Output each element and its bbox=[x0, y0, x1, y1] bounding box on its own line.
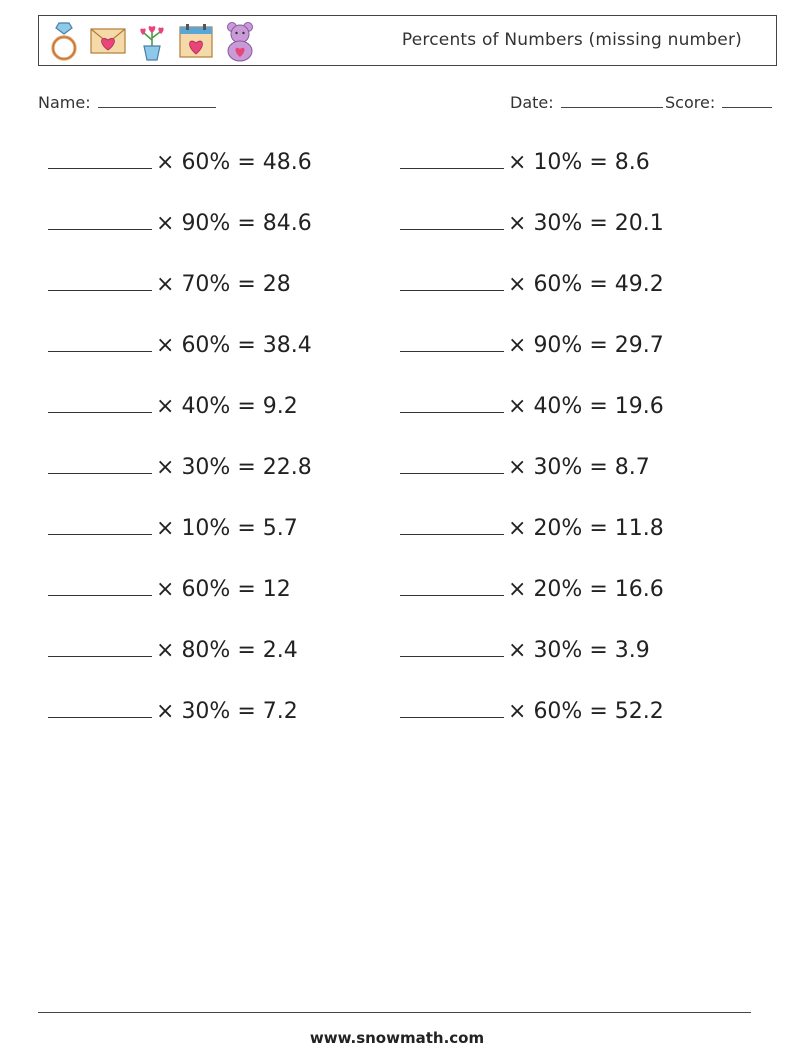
answer-blank[interactable] bbox=[400, 209, 504, 230]
score-label: Score: bbox=[665, 93, 716, 112]
answer-blank[interactable] bbox=[48, 270, 152, 291]
problem-percent: 30% bbox=[533, 211, 583, 236]
problem-row bbox=[48, 140, 768, 201]
problem-right bbox=[400, 453, 650, 480]
problem-percent: 60% bbox=[533, 272, 583, 297]
problem-text: × 10% = 5.7 bbox=[156, 516, 298, 541]
footer-divider bbox=[38, 1012, 751, 1013]
problem-row bbox=[48, 323, 768, 384]
problem-percent: 80% bbox=[181, 638, 231, 663]
answer-blank[interactable] bbox=[48, 514, 152, 535]
problem-right bbox=[400, 514, 664, 541]
problem-left bbox=[48, 392, 298, 419]
problem-text: × 70% = 28 bbox=[156, 272, 291, 297]
problem-row bbox=[48, 689, 768, 750]
answer-blank[interactable] bbox=[400, 270, 504, 291]
page-title: Percents of Numbers (missing number) bbox=[401, 30, 742, 50]
problem-right bbox=[400, 392, 664, 419]
problem-right bbox=[400, 209, 664, 236]
problem-text: × 60% = 49.2 bbox=[508, 272, 664, 297]
footer-url: www.snowmath.com bbox=[309, 1029, 485, 1047]
problem-right bbox=[400, 636, 650, 663]
answer-blank[interactable] bbox=[400, 575, 504, 596]
problem-row bbox=[48, 201, 768, 262]
problem-result: 3.9 bbox=[614, 638, 650, 663]
problem-percent: 40% bbox=[181, 394, 231, 419]
answer-blank[interactable] bbox=[400, 697, 504, 718]
icon-strip bbox=[45, 20, 259, 62]
name-field bbox=[38, 92, 216, 112]
problem-right bbox=[400, 697, 664, 724]
problem-percent: 60% bbox=[181, 333, 231, 358]
problem-percent: 60% bbox=[181, 577, 231, 602]
problem-text: × 20% = 11.8 bbox=[508, 516, 664, 541]
problem-percent: 90% bbox=[181, 211, 231, 236]
problem-percent: 30% bbox=[181, 455, 231, 480]
problem-result: 16.6 bbox=[614, 577, 664, 602]
problem-result: 8.6 bbox=[614, 150, 650, 175]
problem-row bbox=[48, 384, 768, 445]
problem-result: 48.6 bbox=[262, 150, 312, 175]
problem-result: 7.2 bbox=[262, 699, 298, 724]
problem-result: 52.2 bbox=[614, 699, 664, 724]
problem-left bbox=[48, 209, 312, 236]
problem-text: × 30% = 8.7 bbox=[508, 455, 650, 480]
problem-percent: 90% bbox=[533, 333, 583, 358]
problem-percent: 40% bbox=[533, 394, 583, 419]
problem-text: × 30% = 20.1 bbox=[508, 211, 664, 236]
problem-result: 49.2 bbox=[614, 272, 664, 297]
problem-text: × 90% = 29.7 bbox=[508, 333, 664, 358]
problem-result: 22.8 bbox=[262, 455, 312, 480]
problem-left bbox=[48, 636, 298, 663]
problem-result: 38.4 bbox=[262, 333, 312, 358]
problem-percent: 30% bbox=[533, 455, 583, 480]
answer-blank[interactable] bbox=[400, 514, 504, 535]
problem-row bbox=[48, 628, 768, 689]
problem-text: × 10% = 8.6 bbox=[508, 150, 650, 175]
answer-blank[interactable] bbox=[48, 697, 152, 718]
date-blank[interactable] bbox=[561, 92, 663, 108]
answer-blank[interactable] bbox=[400, 453, 504, 474]
problem-percent: 30% bbox=[533, 638, 583, 663]
date-label: Date: bbox=[510, 93, 554, 112]
problem-row bbox=[48, 506, 768, 567]
answer-blank[interactable] bbox=[48, 636, 152, 657]
score-field bbox=[665, 92, 772, 112]
date-field bbox=[510, 92, 663, 112]
problem-result: 12 bbox=[262, 577, 291, 602]
problem-right bbox=[400, 148, 650, 175]
problem-grid bbox=[48, 140, 768, 750]
love-letter-icon bbox=[89, 20, 127, 62]
problem-left bbox=[48, 270, 291, 297]
problem-percent: 60% bbox=[533, 699, 583, 724]
name-blank[interactable] bbox=[98, 92, 216, 108]
problem-percent: 10% bbox=[181, 516, 231, 541]
name-label: Name: bbox=[38, 93, 91, 112]
answer-blank[interactable] bbox=[48, 148, 152, 169]
heart-calendar-icon bbox=[177, 20, 215, 62]
problem-text: × 60% = 38.4 bbox=[156, 333, 312, 358]
problem-text: × 60% = 52.2 bbox=[508, 699, 664, 724]
problem-left bbox=[48, 514, 298, 541]
problem-result: 20.1 bbox=[614, 211, 664, 236]
problem-right bbox=[400, 575, 664, 602]
teddy-bear-icon bbox=[221, 20, 259, 62]
answer-blank[interactable] bbox=[400, 636, 504, 657]
problem-percent: 30% bbox=[181, 699, 231, 724]
problem-left bbox=[48, 148, 312, 175]
problem-right bbox=[400, 331, 664, 358]
problem-result: 9.2 bbox=[262, 394, 298, 419]
problem-percent: 70% bbox=[181, 272, 231, 297]
problem-result: 28 bbox=[262, 272, 291, 297]
problem-text: × 90% = 84.6 bbox=[156, 211, 312, 236]
problem-text: × 60% = 48.6 bbox=[156, 150, 312, 175]
answer-blank[interactable] bbox=[48, 209, 152, 230]
problem-left bbox=[48, 697, 298, 724]
problem-text: × 30% = 7.2 bbox=[156, 699, 298, 724]
problem-left bbox=[48, 453, 312, 480]
problem-result: 2.4 bbox=[262, 638, 298, 663]
answer-blank[interactable] bbox=[48, 392, 152, 413]
score-blank[interactable] bbox=[722, 92, 772, 108]
heart-plant-icon bbox=[133, 20, 171, 62]
problem-text: × 40% = 19.6 bbox=[508, 394, 664, 419]
problem-percent: 20% bbox=[533, 577, 583, 602]
answer-blank[interactable] bbox=[48, 575, 152, 596]
ring-icon bbox=[45, 20, 83, 62]
answer-blank[interactable] bbox=[400, 331, 504, 352]
problem-row bbox=[48, 262, 768, 323]
problem-result: 11.8 bbox=[614, 516, 664, 541]
problem-result: 29.7 bbox=[614, 333, 664, 358]
problem-text: × 30% = 3.9 bbox=[508, 638, 650, 663]
problem-text: × 80% = 2.4 bbox=[156, 638, 298, 663]
problem-row bbox=[48, 445, 768, 506]
answer-blank[interactable] bbox=[48, 331, 152, 352]
problem-right bbox=[400, 270, 664, 297]
problem-result: 84.6 bbox=[262, 211, 312, 236]
problem-percent: 20% bbox=[533, 516, 583, 541]
problem-text: × 40% = 9.2 bbox=[156, 394, 298, 419]
problem-result: 8.7 bbox=[614, 455, 650, 480]
problem-row bbox=[48, 567, 768, 628]
problem-text: × 30% = 22.8 bbox=[156, 455, 312, 480]
problem-percent: 10% bbox=[533, 150, 583, 175]
problem-result: 5.7 bbox=[262, 516, 298, 541]
problem-left bbox=[48, 575, 291, 602]
problem-text: × 60% = 12 bbox=[156, 577, 291, 602]
worksheet-header bbox=[38, 15, 777, 66]
problem-result: 19.6 bbox=[614, 394, 664, 419]
answer-blank[interactable] bbox=[400, 148, 504, 169]
answer-blank[interactable] bbox=[48, 453, 152, 474]
answer-blank[interactable] bbox=[400, 392, 504, 413]
problem-left bbox=[48, 331, 312, 358]
problem-text: × 20% = 16.6 bbox=[508, 577, 664, 602]
problem-percent: 60% bbox=[181, 150, 231, 175]
